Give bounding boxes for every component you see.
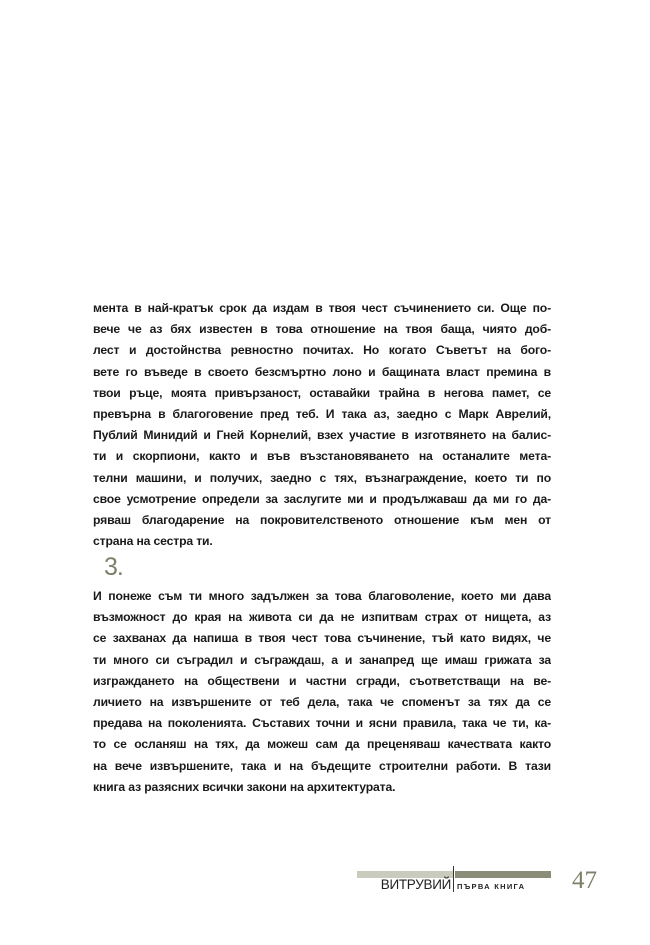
footer-divider — [453, 866, 454, 892]
text-line: И понеже съм ти много задължен за това благоволение, което ми дава — [93, 589, 551, 603]
text-line: ти и скорпиони, както и във възстановяването на останалите мета- — [93, 449, 551, 464]
text-line: изграждането на обществени и частни сгради, съответстващи на ве- — [93, 673, 551, 688]
text-line: твои ръце, моята привързаност, оставайки трайна в негова памет, се — [93, 385, 551, 400]
section-number: 3. — [104, 553, 123, 581]
page-number: 47 — [572, 867, 597, 894]
text-line: то се осланяш на тях, да можеш сам да преценяваш качествата както — [93, 737, 551, 752]
running-footer-author: ВИТРУВИЙ — [380, 877, 451, 892]
text-line: вете го въведе в своето безсмъртно лоно и бащината власт премина в — [93, 364, 551, 379]
text-line: превърна в благоговение пред теб. И така аз, заедно с Марк Аврелий, — [93, 406, 551, 421]
text-line: предава на поколенията. Съставих точни и ясни правила, така че ти, ка- — [93, 716, 551, 731]
text-line: Публий Минидий и Гней Корнелий, взех участие в изготвянето на балис- — [93, 428, 551, 443]
text-line: ряваш благодарение на покровителственото отношение към мен от — [93, 512, 551, 527]
text-line: възможност до края на живота си да не изпитвам страх от нищета, аз — [93, 610, 551, 625]
text-line: телни машини, и получих, заедно с тях, възнаграждение, което ти по — [93, 470, 551, 485]
footer-bar-dark — [455, 871, 551, 878]
running-footer-book-title: ПЪРВА КНИГА — [457, 882, 526, 891]
text-line: свое усмотрение определи за заслугите ми и продължаваш да ми го да- — [93, 491, 551, 506]
text-line: на вече извършените, така и на бъдещите строителни работи. В тази — [93, 758, 551, 773]
text-line: личието на извършените от теб дела, така че споменът за тях да се — [93, 694, 551, 709]
text-line: мента в най-кратък срок да издам в твоя чест съчинението си. Още по- — [93, 301, 551, 315]
paragraph-1 — [93, 298, 551, 552]
text-line: вече че аз бях известен в това отношение на твоя баща, чиято доб- — [93, 322, 551, 337]
text-line: страна на сестра ти. — [93, 534, 213, 549]
text-line: ти много си съградил и съграждаш, а и занапред ще имаш грижата за — [93, 652, 551, 667]
text-line: се захванах да напиша в твоя чест това съчинение, тъй като видях, че — [93, 631, 551, 646]
text-line: книга аз разясних всички закони на архитектурата. — [93, 779, 396, 794]
paragraph-2 — [93, 586, 551, 798]
text-line: лест и достойнства ревностно почитах. Но когато Съветът на бого- — [93, 343, 551, 358]
